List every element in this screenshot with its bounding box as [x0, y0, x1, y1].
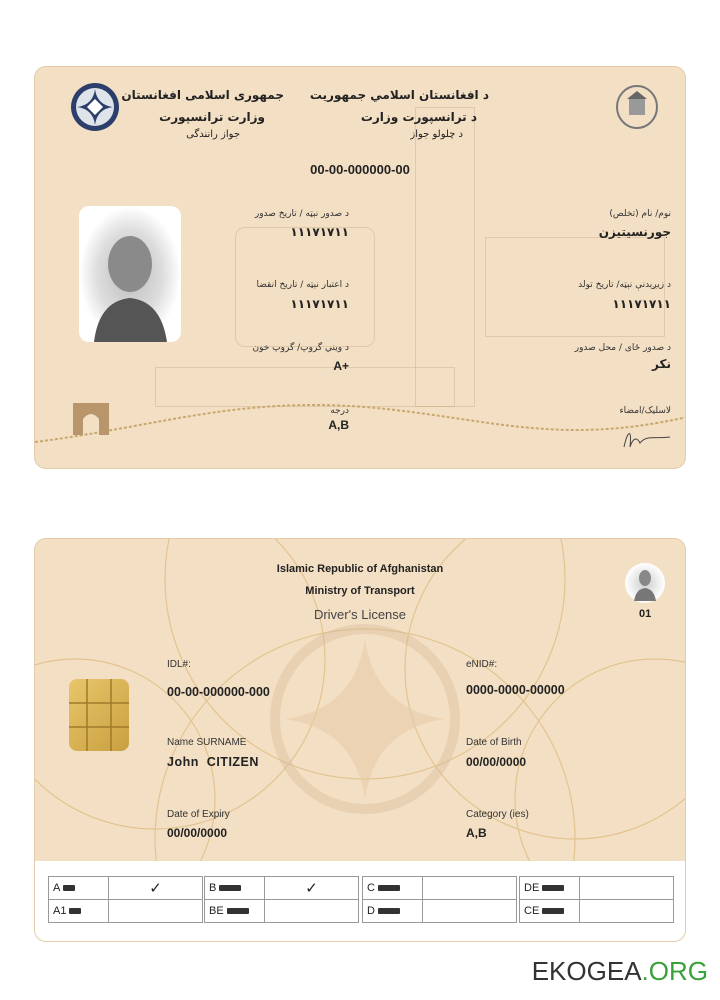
category-code: DE: [524, 882, 540, 894]
watermark: [532, 956, 708, 987]
idl-value: 00-00-000000-000: [167, 685, 270, 699]
vehicle-icon: [63, 885, 75, 891]
category-row: [205, 877, 359, 900]
chip-icon: [69, 679, 129, 751]
category-group: [362, 876, 517, 923]
birth-date-value: ١١١٧١٧١١: [612, 297, 671, 311]
vehicle-icon: [69, 908, 81, 914]
issue-date-label: د صدور نېټه / تاریخ صدور: [254, 209, 349, 219]
issue-place-label: د صدور ځای / محل صدور: [574, 343, 671, 353]
category-code-cell: [205, 877, 265, 900]
name-label: نوم/ نام (تخلص): [609, 209, 671, 219]
header-right-line2: د ترانسپورت وزارت: [360, 110, 477, 124]
category-code: C: [367, 882, 375, 894]
category-table-area: [35, 861, 686, 942]
category-group: [204, 876, 359, 923]
signature-label: لاسلیک/امضاء: [619, 406, 671, 416]
header-left-line1: جمهوری اسلامی افغانستان: [121, 88, 284, 102]
category-check-cell[interactable]: [423, 877, 517, 900]
category-check-cell[interactable]: ✓: [109, 877, 203, 900]
category-code: CE: [524, 905, 540, 917]
blood-group-value: A+: [333, 359, 349, 373]
category-check-cell[interactable]: [265, 900, 359, 923]
category-code: BE: [209, 905, 224, 917]
header-left-line3: جواز رانندگی: [186, 129, 240, 140]
vehicle-icon: [378, 885, 400, 891]
category-code-cell: [205, 900, 265, 923]
category-group: [48, 876, 203, 923]
license-number: 00-00-000000-00: [310, 162, 410, 177]
name-value-en: John CITIZEN: [167, 755, 259, 769]
category-group: [519, 876, 674, 923]
guilloche-wave: [35, 387, 686, 447]
category-code-cell: [49, 900, 109, 923]
category-row: [363, 877, 517, 900]
header-left-line2: وزارت ترانسپورت: [159, 110, 265, 124]
holder-photo: [79, 206, 181, 342]
category-code-cell: [49, 877, 109, 900]
category-code-cell: [363, 900, 423, 923]
back-title-ministry: Ministry of Transport: [305, 585, 415, 597]
category-check-cell[interactable]: [580, 877, 674, 900]
category-check-cell[interactable]: [109, 900, 203, 923]
header-right-line3: د چلولو جواز: [410, 129, 463, 140]
watermark-text: EKOGEA: [531, 956, 642, 986]
category-code: D: [367, 905, 375, 917]
birth-date-label: د زیږېدنې نېټه/ تاریخ تولد: [578, 280, 671, 290]
header-right-line1: د افغانستان اسلامي جمهوريت: [309, 88, 489, 102]
grade-label: درجه: [330, 406, 349, 416]
photo-number: 01: [639, 608, 652, 620]
category-row: [520, 900, 674, 923]
dob-label: Date of Birth: [466, 737, 522, 748]
issue-date-value: ١١١٧١٧١١: [290, 225, 349, 239]
expiry-date-value: ١١١٧١٧١١: [290, 297, 349, 311]
category-code-cell: [520, 877, 580, 900]
blood-group-label: د ويني گروپ/ گروپ خون: [252, 343, 349, 353]
category-label: Category (ies): [466, 809, 529, 820]
vehicle-icon: [542, 908, 564, 914]
category-row: [205, 900, 359, 923]
expiry-date-label: د اعتبار نېټه / تاریخ انقضا: [256, 280, 349, 290]
ministry-logo-icon: [69, 81, 121, 133]
back-title-country: Islamic Republic of Afghanistan: [276, 563, 444, 575]
issue-place-value: نکر: [652, 357, 671, 371]
category-value: A,B: [466, 826, 487, 840]
name-value: جورنسیتیزن: [598, 225, 671, 239]
vehicle-icon: [378, 908, 400, 914]
category-code: B: [209, 882, 217, 894]
expiry-value-en: 00/00/0000: [167, 826, 228, 840]
enid-label: eNID#:: [466, 659, 498, 670]
category-code: A: [53, 882, 61, 894]
category-check-cell[interactable]: [423, 900, 517, 923]
enid-value: 0000-0000-00000: [466, 683, 565, 697]
vehicle-icon: [542, 885, 564, 891]
expiry-label-en: Date of Expiry: [167, 809, 230, 820]
national-emblem-icon: [615, 83, 659, 129]
category-code-cell: [520, 900, 580, 923]
signature-mark: [620, 427, 675, 452]
watermark-suffix: .ORG: [641, 956, 708, 986]
vehicle-icon: [219, 885, 241, 891]
category-check-cell[interactable]: ✓: [265, 877, 359, 900]
category-code-cell: [363, 877, 423, 900]
category-code: A1: [53, 905, 67, 917]
back-title-document: Driver's License: [313, 607, 407, 622]
category-row: [49, 877, 203, 900]
category-row: [520, 877, 674, 900]
license-back: [34, 538, 686, 942]
arch-icon: [71, 397, 111, 437]
grade-value: A,B: [328, 418, 349, 432]
category-check-cell[interactable]: [580, 900, 674, 923]
idl-label: IDL#:: [167, 659, 191, 670]
category-row: [49, 900, 203, 923]
name-label-en: Name SURNAME: [167, 737, 247, 748]
ghost-photo: [625, 563, 665, 603]
dob-value: 00/00/0000: [466, 755, 527, 769]
category-row: [363, 900, 517, 923]
license-front: [34, 66, 686, 469]
vehicle-icon: [227, 908, 249, 914]
